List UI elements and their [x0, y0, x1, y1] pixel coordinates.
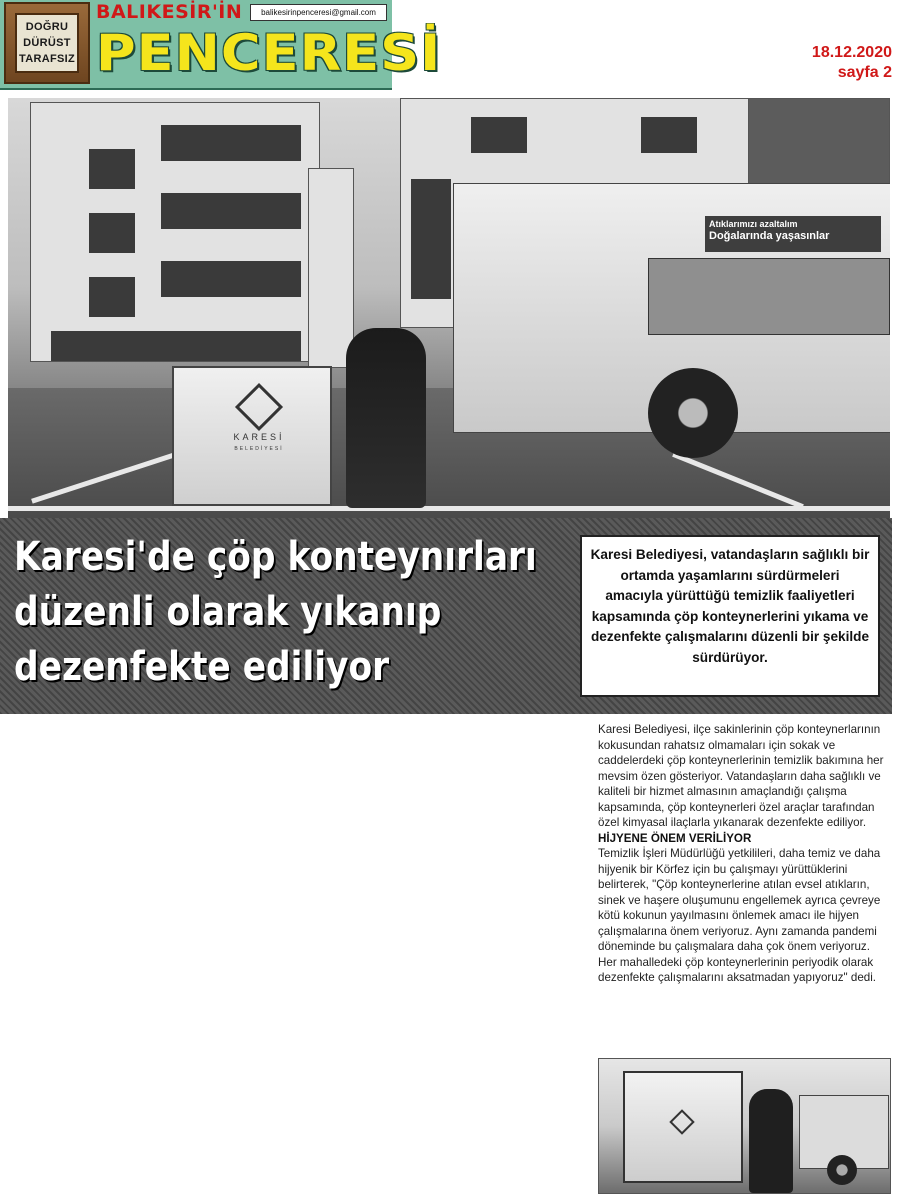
issue-date: 18.12.2020 — [811, 44, 892, 61]
page-number: sayfa 2 — [837, 64, 892, 81]
motto-line-2: DÜRÜST — [23, 37, 71, 49]
article-headline — [14, 530, 573, 695]
worker-figure — [749, 1089, 793, 1193]
main-photo — [8, 98, 890, 518]
article-subheading: HİJYENE ÖNEM VERİLİYOR — [598, 831, 752, 845]
window-pane — [15, 13, 79, 73]
container-sublabel: BELEDİYESİ — [234, 446, 284, 452]
karesi-logo-icon — [669, 1109, 694, 1134]
secondary-photo — [598, 1058, 891, 1194]
building-left — [30, 102, 320, 362]
email-link[interactable]: balikesirinpenceresi@gmail.com — [250, 4, 387, 21]
truck-banner — [705, 216, 881, 252]
brand-top-text: BALIKESİR'İN — [96, 1, 243, 23]
motto-line-1: DOĞRU — [25, 21, 69, 33]
truck-wheel-icon — [648, 368, 738, 458]
article-summary: Karesi Belediyesi, vatandaşların sağlıklı bir ortamda yaşamlarını sürdürmeleri amacıyla yürüttüğü temizlik faaliyetleri kapsamında çöp konteynerlerini yıkama ve dezenfekte çalışmalarını düzenli bir şekilde sürdürüyor. — [580, 535, 880, 697]
window-logo-icon — [4, 2, 90, 84]
headline-line-2: düzenli olarak yıkanıp — [14, 589, 442, 635]
article-body — [598, 722, 890, 986]
garbage-container — [623, 1071, 743, 1183]
road-marking — [8, 506, 890, 511]
truck-banner-line-1: Atıklarımızı azaltalım — [709, 219, 798, 229]
article-paragraph-2: Temizlik İşleri Müdürlüğü yetkilileri, daha temiz ve daha hijyenik bir Körfez için bu çalışmayı yürüttüklerini belirterek, "Çöp konteynerlerine atılan evsel atıkların, sinek ve haşere oluşumunu engellemek ayrıca çevreye kötü kokunun yayılmasını önlemek amacı ile hijyen çalışmalarına önem veriyoruz. Aynı zamanda pandemi döneminde bu çalışmalara daha çok önem veriyoruz. Her mahalledeki çöp konteynerlerinin periyodik olarak dezenfekte çalışmalarını aksatmadan yapıyoruz" dedi. — [598, 847, 881, 984]
headline-line-1: Karesi'de çöp konteynırları — [14, 534, 537, 580]
truck-panel — [648, 258, 890, 335]
brand-main-text: PENCERESİ — [96, 24, 442, 82]
garbage-container — [172, 366, 332, 506]
karesi-logo-icon — [235, 383, 283, 431]
container-label: KARESİ — [233, 432, 285, 442]
worker-figure — [346, 328, 426, 508]
masthead — [0, 0, 442, 90]
article-paragraph-1: Karesi Belediyesi, ilçe sakinlerinin çöp konteynerlarının kokusundan rahatsız olmamaları için sokak ve caddelerdeki çöp konteynerlerinin temizlik bakımına her mevsim özen gösteriyor. Vatandaşların daha sağlıklı ve kaliteli bir hizmet almasının amaçlandığı çalışma kapsamında, çöp konteynerleri özel araçlar tarafından özel kimyasal ilaçlarla yıkanarak dezenfekte ediliyor. — [598, 723, 884, 829]
truck-banner-line-2: Doğalarında yaşasınlar — [709, 230, 830, 242]
truck-wheel-icon — [827, 1155, 857, 1185]
headline-line-3: dezenfekte ediliyor — [14, 644, 390, 690]
motto-line-3: TARAFSIZ — [19, 53, 75, 65]
building-left-side — [308, 168, 354, 368]
